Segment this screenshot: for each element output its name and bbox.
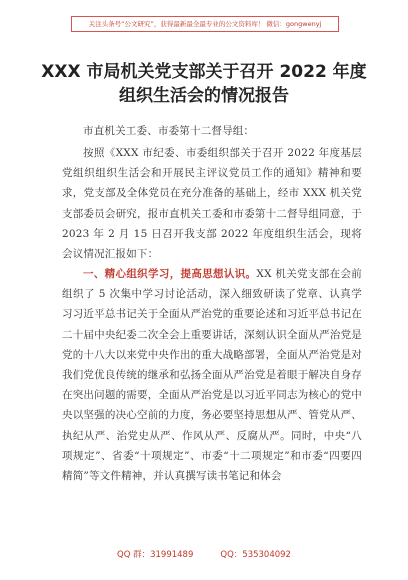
footer-qq: QQ：535304092	[220, 550, 291, 560]
intro-paragraph: 按照《XXX 市纪委、市委组织部关于召开 2022 年度基层党组织组织生活会和开展民主评议党员工作的通知》精神和要求，党支部及全体党员在充分准备的基础上，经市 XXX 机关党支部委员会研究，报市直机关工委和市委第十二督导组同意，于 2023 年 2 月 15 日召开我支部 2022 年度组织生活会，现将会议情况汇报如下：	[62, 147, 362, 261]
section1-heading: 一、精心组织学习，提高思想认识。	[83, 268, 257, 280]
section1-body: XX 机关党支部在会前组织了 5 次集中学习讨论活动，深入细致研读了党章、认真学习习近平总书记关于全面从严治党的重要论述和习近平总书记在二十届中央纪委二次全会上重要讲话，深刻认识全面从严治党是党的十八大以来党中央作出的重大战略部署，全面从严治党是对我们党优良传统的继承和弘扬全面从严治党是着眼于解决自身存在突出问题的需要，全面从严治党是以习近平同志为核心的党中央以坚强的决心空前的力度，务必要坚持思想从严、管党从严、执纪从严、治党史从严、作风从严、反腐从严。同时，中央“八项规定”、省委“十项规定”、市委“十二项规定”和市委“四要四精简”等文件精神，并认真撰写读书笔记和体会	[62, 268, 362, 483]
document-title-line2: 组织生活会的情况报告	[119, 86, 289, 106]
document-title-line1: XXX 市局机关党支部关于召开 2022 年度	[41, 62, 367, 82]
promo-banner-text: 关注头条号“公文研究”，获得最新最全最专业的公文资料库！ 微信：gongwenyj	[88, 20, 322, 28]
footer-contact	[0, 548, 408, 560]
promo-banner	[71, 16, 339, 32]
section1-paragraph	[62, 264, 362, 486]
salutation: 市直机关工委、市委第十二督导组：	[83, 125, 255, 137]
footer-qq-group: QQ 群：31991489	[117, 550, 194, 560]
document-title	[40, 60, 368, 108]
